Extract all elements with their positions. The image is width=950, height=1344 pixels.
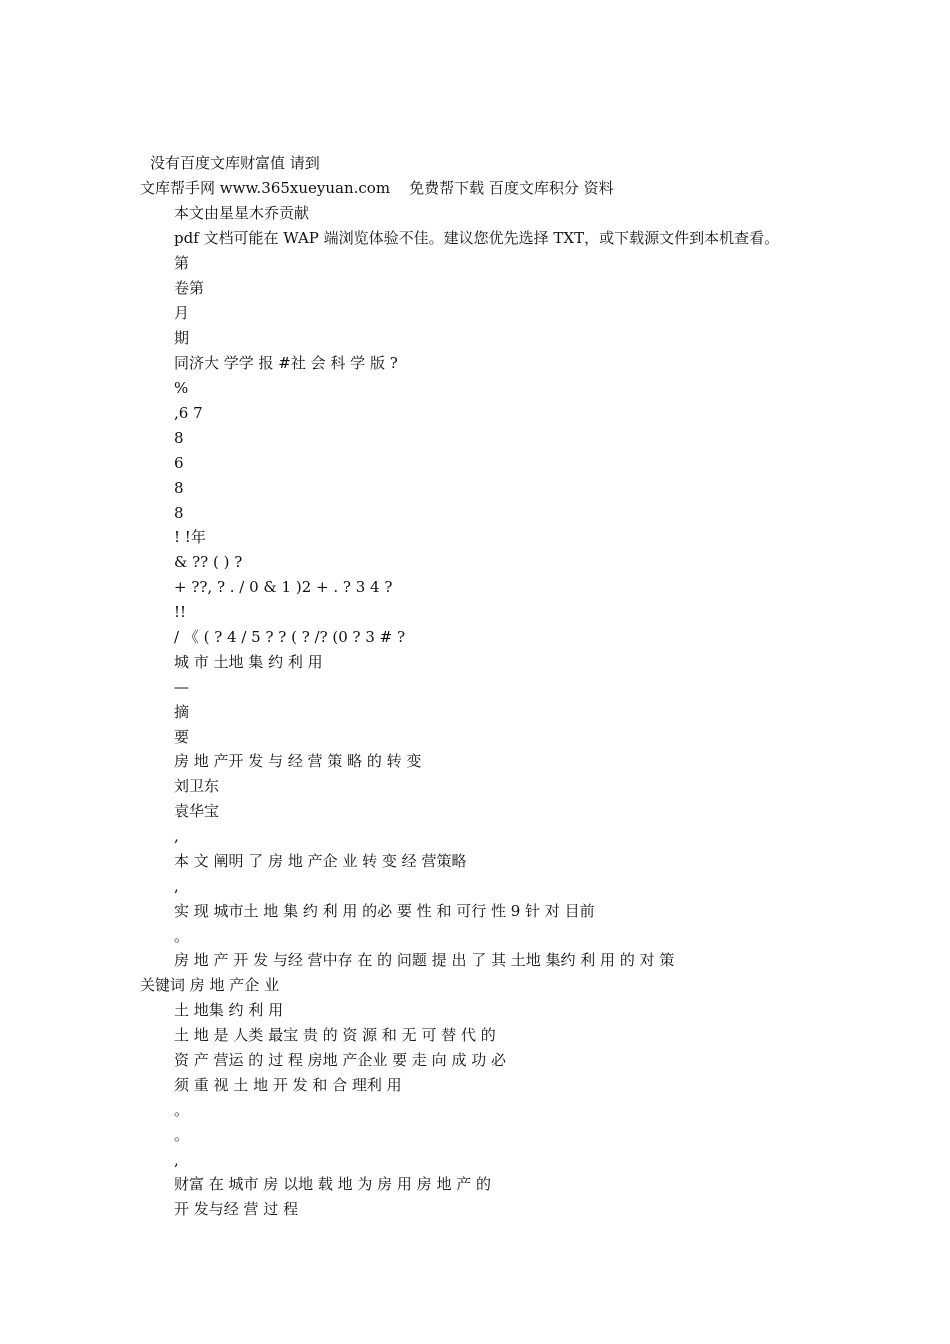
text-line-31: 实 现 城市土 地 集 约 利 用 的必 要 性 和 可行 性 9 针 对 目前 [174,902,595,920]
text-line-34: 关键词 房 地 产企 业 [140,976,280,994]
text-line-25: 房 地 产开 发 与 经 营 策 略 的 转 变 [174,752,422,770]
text-line-17: & ?? ( ) ? [174,553,243,571]
text-line-30: , [174,877,179,895]
text-line-1: 没有百度文库财富值 请到 [150,154,320,172]
text-line-22: — [174,678,189,696]
text-line-24: 要 [174,728,190,746]
text-line-16: ! !年 [174,528,206,546]
text-line-3: 本文由星星木乔贡献 [174,204,310,222]
text-line-29: 本 文 阐明 了 房 地 产企 业 转 变 经 营策略 [174,852,467,870]
text-line-43: 开 发与经 营 过 程 [174,1200,299,1218]
text-line-23: 摘 [174,703,190,721]
text-line-9: 同济大 学学 报 #社 会 科 学 版 ? [174,354,398,372]
text-line-4: pdf 文档可能在 WAP 端浏览体验不佳。建议您优先选择 TXT，或下载源文件到本机查看。 [174,229,780,247]
text-line-37: 资 产 营运 的 过 程 房地 产企业 要 走 向 成 功 必 [174,1051,506,1069]
text-line-20: / 《 ( ? 4 / 5 ? ? ( ? /? (0 ? 3 # ? [174,628,406,646]
text-line-15: 8 [174,504,184,522]
text-line-7: 月 [174,304,190,322]
text-line-38: 须 重 视 土 地 开 发 和 合 理利 用 [174,1076,402,1094]
text-line-33: 房 地 产 开 发 与经 营中存 在 的 问题 提 出 了 其 土地 集约 利 用 的 对 策 [174,951,675,969]
text-line-27: 袁华宝 [174,802,220,820]
text-line-36: 土 地 是 人类 最宝 贵 的 资 源 和 无 可 替 代 的 [174,1026,496,1044]
text-line-42: 财富 在 城市 房 以地 载 地 为 房 用 房 地 产 的 [174,1175,491,1193]
text-line-12: 8 [174,429,184,447]
text-line-8: 期 [174,329,190,347]
text-line-19: !! [174,603,187,621]
text-line-18: + ??, ? . / 0 & 1 )2 + . ? 3 4 ? [174,578,393,596]
text-line-2: 文库帮手网 www.365xueyuan.com 免费帮下载 百度文库积分 资料 [140,179,614,197]
text-line-35: 土 地集 约 利 用 [174,1001,284,1019]
text-line-40: 。 [174,1126,190,1144]
text-line-6: 卷第 [174,279,205,297]
text-line-13: 6 [174,454,184,472]
text-line-5: 第 [174,254,190,272]
text-line-28: , [174,827,179,845]
text-line-41: , [174,1151,179,1169]
text-line-39: 。 [174,1101,190,1119]
text-line-11: ,6 7 [174,404,203,422]
text-line-21: 城 市 土地 集 约 利 用 [174,653,323,671]
text-line-32: 。 [174,927,190,945]
text-line-10: % [174,379,189,397]
text-line-26: 刘卫东 [174,777,220,795]
text-line-14: 8 [174,479,184,497]
